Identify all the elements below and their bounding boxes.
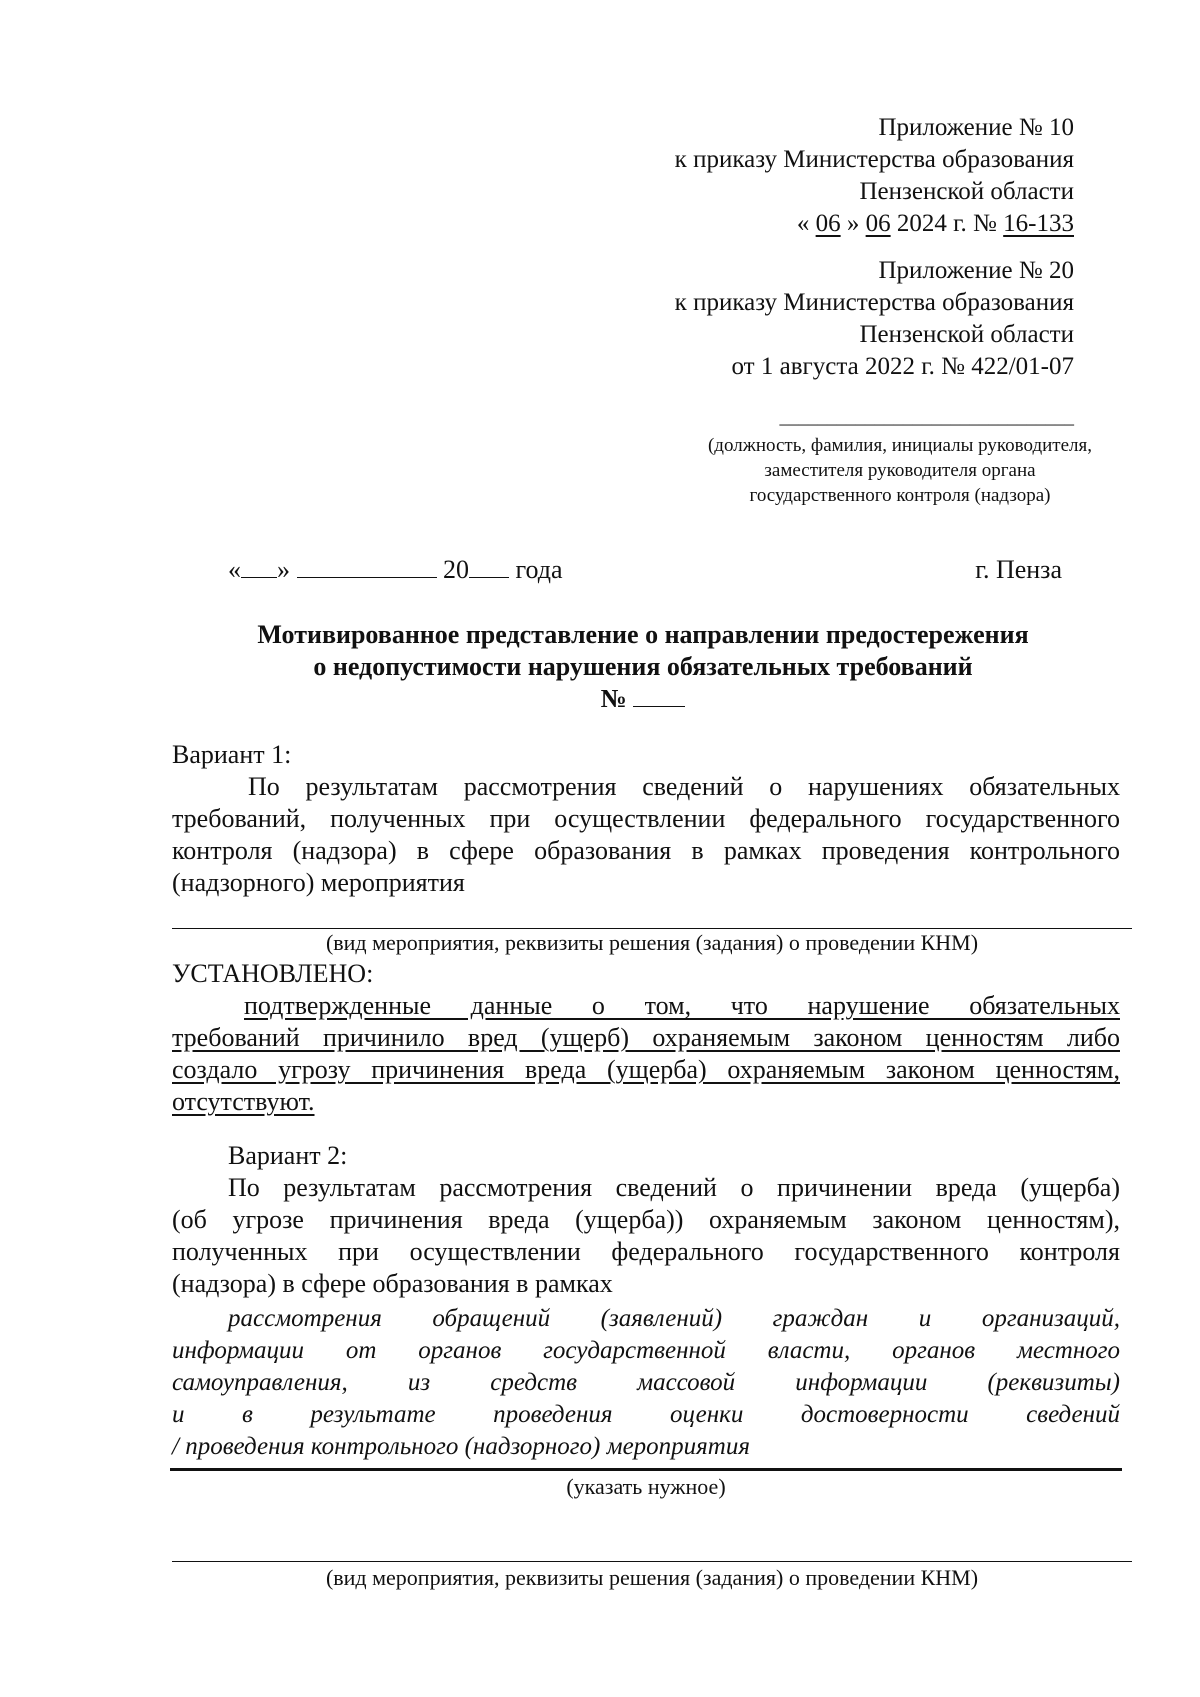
variant1-line-4: (надзорного) мероприятия xyxy=(172,868,465,897)
date-open-quote: « xyxy=(228,555,241,584)
established-text xyxy=(172,990,1120,1118)
variant2-option-line-4: и в результате проведения оценки достоверности сведений xyxy=(172,1401,1120,1428)
document-title xyxy=(160,619,1126,715)
variant2-options xyxy=(172,1303,1120,1463)
appendix-10-order: к приказу Министерства образования xyxy=(674,146,1074,173)
date-quote-open: « xyxy=(796,210,810,237)
choose-caption: (указать нужное) xyxy=(566,1474,726,1499)
date-line xyxy=(228,554,563,586)
addressee-caption-1: (должность, фамилия, инициалы руководителя, xyxy=(707,435,1092,456)
year-suffix: года xyxy=(515,555,563,584)
established-line-1: подтвержденные данные о том, что нарушение обязательных xyxy=(244,991,1120,1020)
variant2-options-line xyxy=(170,1468,1122,1471)
variant2-event-line xyxy=(172,1561,1132,1562)
appendix-10-date xyxy=(514,208,1074,240)
variant2-option-line-2: информации от органов государственной власти, органов местного xyxy=(172,1337,1120,1364)
variant1-paragraph xyxy=(172,771,1120,899)
appendix-10-block xyxy=(514,112,1074,240)
year-prefix: 20 xyxy=(443,555,469,584)
variant2-option-line-3: самоуправления, из средств массовой информации (реквизиты) xyxy=(172,1369,1120,1396)
year-blank xyxy=(469,557,509,578)
appendix-10-region: Пензенской области xyxy=(859,178,1074,205)
addressee-caption xyxy=(690,433,1110,508)
date-month: 06 xyxy=(865,210,891,237)
variant1-caption: (вид мероприятия, реквизиты решения (задания) о проведении КНМ) xyxy=(325,930,979,955)
title-number: № xyxy=(160,683,1126,715)
addressee-line: _______________________________ xyxy=(779,407,1074,428)
appendix-20-region: Пензенской области xyxy=(859,321,1074,348)
established-line-3: создало угрозу причинения вреда (ущерба) охраняемым законом ценностям, xyxy=(172,1055,1120,1084)
date-day: 06 xyxy=(815,210,841,237)
variant1-line-2: требований, полученных при осуществлении федерального государственного xyxy=(172,804,1120,833)
variant1-line-3: контроля (надзора) в сфере образования в рамках проведения контрольного xyxy=(172,836,1120,865)
variant1-line-1: По результатам рассмотрения сведений о нарушениях обязательных xyxy=(248,772,1120,801)
established-line-2: требований причинило вред (ущерб) охраняемым законом ценностям либо xyxy=(172,1023,1120,1052)
appendix-20-block xyxy=(514,255,1074,383)
variant1-heading: Вариант 1: xyxy=(172,740,292,769)
appendix-20-date: от 1 августа 2022 г. № 422/01-07 xyxy=(731,353,1074,380)
month-blank xyxy=(297,557,437,578)
date-close-quote: » xyxy=(277,555,290,584)
order-number: 16-133 xyxy=(1003,210,1074,237)
established-label: УСТАНОВЛЕНО: xyxy=(172,959,374,988)
established-line-4: отсутствуют. xyxy=(172,1087,315,1116)
title-line-2: о недопустимости нарушения обязательных требований xyxy=(313,652,973,681)
title-line-1: Мотивированное представление о направлении предостережения xyxy=(257,620,1029,649)
variant2-option-line-5: / проведения контрольного (надзорного) мероприятия xyxy=(172,1433,750,1460)
variant2-paragraph xyxy=(172,1172,1120,1300)
addressee-caption-3: государственного контроля (надзора) xyxy=(749,485,1051,506)
date-year: 2024 г. № xyxy=(896,210,997,237)
day-blank xyxy=(241,557,277,578)
variant2-line-3: полученных при осуществлении федерального государственного контроля xyxy=(172,1237,1120,1266)
variant2-line-1: По результатам рассмотрения сведений о причинении вреда (ущерба) xyxy=(228,1173,1120,1202)
appendix-20-order: к приказу Министерства образования xyxy=(674,289,1074,316)
variant2-option-line-1: рассмотрения обращений (заявлений) граждан и организаций, xyxy=(228,1305,1120,1332)
city: г. Пенза xyxy=(975,555,1062,584)
variant2-caption: (вид мероприятия, реквизиты решения (задания) о проведении КНМ) xyxy=(325,1565,979,1590)
date-quote-close: » xyxy=(846,210,860,237)
appendix-10-title: Приложение № 10 xyxy=(878,114,1074,141)
appendix-20-title: Приложение № 20 xyxy=(878,257,1074,284)
variant2-line-2: (об угрозе причинения вреда (ущерба)) охраняемым законом ценностям), xyxy=(172,1205,1120,1234)
addressee-caption-2: заместителя руководителя органа xyxy=(764,460,1036,481)
number-blank xyxy=(633,686,685,707)
variant2-heading: Вариант 2: xyxy=(228,1141,348,1170)
variant2-line-4: (надзора) в сфере образования в рамках xyxy=(172,1269,613,1298)
